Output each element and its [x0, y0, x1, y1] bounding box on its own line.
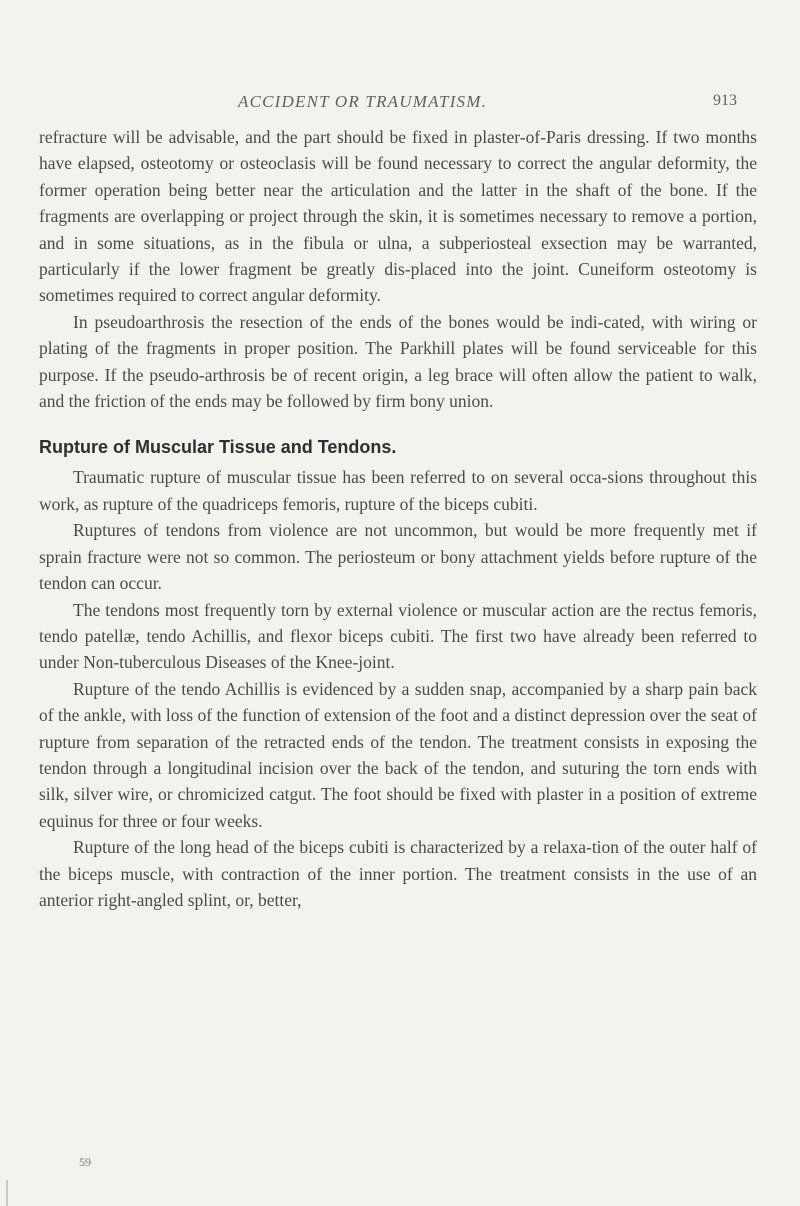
paragraph: The tendons most frequently torn by external violence or muscular action are the rectus femoris, tendo patellæ, tendo Achillis, and flexor biceps cubiti. The first two have already been referred to under Non-tuberculous Diseases of the Knee-joint. [39, 599, 757, 673]
paragraph: refracture will be advisable, and the part should be fixed in plaster-of-Paris dressing. If two months have elapsed, osteotomy or osteoclasis will be found necessary to correct the angular deformity, the former operation being better near the articulation and the latter in the shaft of the bone. If the fragments are overlapping or project through the skin, it is sometimes necessary to remove a portion, and in some situations, as in the fibula or ulna, a subperiosteal exsection may be warranted, particularly if the lower fragment be greatly dis-placed into the joint. Cuneiform osteotomy is sometimes required to correct angular deformity. [39, 127, 757, 306]
body-text [39, 124, 757, 913]
section-heading: Rupture of Muscular Tissue and Tendons. [39, 437, 397, 458]
running-title: ACCIDENT OR TRAUMATISM. [238, 92, 488, 111]
paragraph: Ruptures of tendons from violence are not uncommon, but would be more frequently met if sprain fracture were not so common. The periosteum or bony attachment yields before rupture of the tendon can occur. [39, 520, 757, 594]
paragraph: Rupture of the long head of the biceps cubiti is characterized by a relaxa-tion of the outer half of the biceps muscle, with contraction of the inner portion. The treatment consists in the use of an anterior right-angled splint, or, better, [39, 837, 757, 910]
page-edge-mark [6, 1180, 8, 1206]
page-number: 913 [713, 92, 737, 109]
paragraph: Rupture of the tendo Achillis is evidenced by a sudden snap, accompanied by a sharp pain back of the ankle, with loss of the function of extension of the foot and a distinct depression over the seat of rupture from separation of the retracted ends of the tendon. The treatment consists in exposing the tendon through a longitudinal incision over the back of the tendon, and suturing the torn ends with silk, silver wire, or chromicized catgut. The foot should be fixed with plaster in a position of extreme equinus for three or four weeks. [39, 678, 757, 831]
paragraph: In pseudoarthrosis the resection of the ends of the bones would be indi-cated, with wiring or plating of the fragments in proper position. The Parkhill plates will be found serviceable for this purpose. If the pseudo-arthrosis be of recent origin, a leg brace will often allow the patient to walk, and the friction of the ends may be followed by firm bony union. [39, 311, 757, 412]
paragraph: Traumatic rupture of muscular tissue has been referred to on several occa-sions throughout this work, as rupture of the quadriceps femoris, rupture of the biceps cubiti. [39, 467, 757, 514]
signature-mark: 59 [79, 1155, 91, 1169]
page-header [0, 92, 800, 116]
